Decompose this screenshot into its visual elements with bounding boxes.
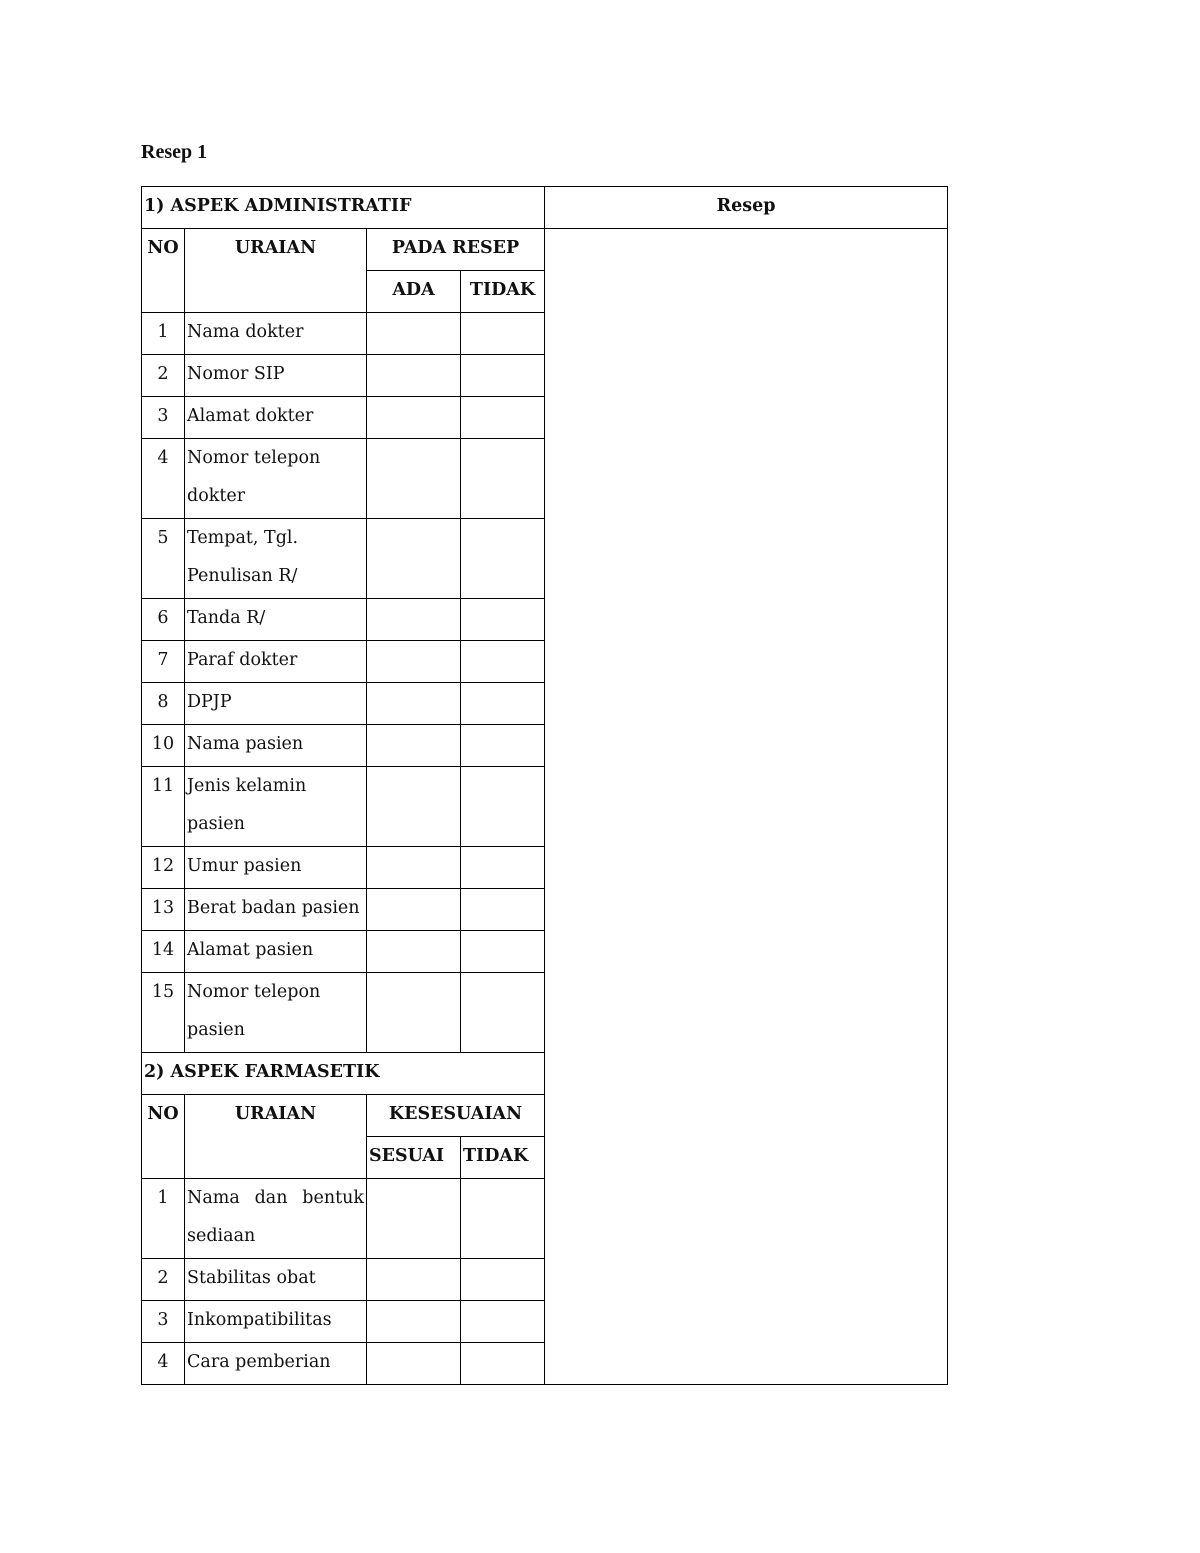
row-number: 4 — [142, 1343, 185, 1385]
uraian-line: Nomor SIP — [187, 364, 285, 384]
row-number: 5 — [142, 519, 185, 599]
uraian-line: pasien — [187, 1020, 245, 1040]
row-number: 10 — [142, 725, 185, 767]
section1-heading: 1) ASPEK ADMINISTRATIF — [142, 187, 545, 229]
col-uraian-header-2: URAIAN — [185, 1095, 367, 1179]
uraian-line: Nama pasien — [187, 734, 304, 754]
uraian-line: DPJP — [187, 692, 232, 712]
row-number: 11 — [142, 767, 185, 847]
check-cell-b[interactable] — [461, 767, 545, 847]
uraian-line: Nama dokter — [187, 322, 304, 342]
row-number: 15 — [142, 973, 185, 1053]
check-cell-a[interactable] — [367, 725, 461, 767]
row-uraian — [185, 1259, 367, 1301]
uraian-line: Berat badan pasien — [187, 898, 360, 918]
checklist-table — [141, 186, 948, 1385]
uraian-line: dokter — [187, 486, 246, 506]
check-cell-b[interactable] — [461, 641, 545, 683]
check-cell-b[interactable] — [461, 889, 545, 931]
uraian-line: Tempat, Tgl. — [187, 528, 299, 548]
check-cell-a[interactable] — [367, 1259, 461, 1301]
check-cell-a[interactable] — [367, 1179, 461, 1259]
col-no-header: NO — [142, 229, 185, 313]
uraian-line: Nama dan bentuk — [187, 1188, 364, 1208]
check-cell-b[interactable] — [461, 931, 545, 973]
row-uraian — [185, 725, 367, 767]
uraian-line: Inkompatibilitas — [187, 1310, 332, 1330]
row-number: 7 — [142, 641, 185, 683]
check-cell-a[interactable] — [367, 519, 461, 599]
row-number: 2 — [142, 1259, 185, 1301]
uraian-line: Alamat pasien — [187, 940, 314, 960]
uraian-line: Alamat dokter — [187, 406, 314, 426]
uraian-line: Umur pasien — [187, 856, 302, 876]
resep-header: Resep — [545, 187, 948, 229]
row-number: 3 — [142, 1301, 185, 1343]
col-uraian-header: URAIAN — [185, 229, 367, 313]
col-tidak-header: TIDAK — [461, 271, 545, 313]
row-number: 13 — [142, 889, 185, 931]
uraian-line: Nomor telepon — [187, 982, 321, 1002]
row-number: 12 — [142, 847, 185, 889]
check-cell-a[interactable] — [367, 973, 461, 1053]
check-cell-b[interactable] — [461, 973, 545, 1053]
section2-heading: 2) ASPEK FARMASETIK — [142, 1053, 545, 1095]
uraian-line: Jenis kelamin — [187, 776, 307, 796]
row-uraian — [185, 641, 367, 683]
row-uraian — [185, 519, 367, 599]
check-cell-a[interactable] — [367, 641, 461, 683]
uraian-line: Tanda R/ — [187, 608, 266, 628]
check-cell-b[interactable] — [461, 1179, 545, 1259]
row-number: 1 — [142, 313, 185, 355]
check-cell-b[interactable] — [461, 847, 545, 889]
check-cell-a[interactable] — [367, 355, 461, 397]
row-uraian — [185, 767, 367, 847]
row-number: 6 — [142, 599, 185, 641]
check-cell-a[interactable] — [367, 1301, 461, 1343]
uraian-line: Stabilitas obat — [187, 1268, 316, 1288]
row-uraian — [185, 1179, 367, 1259]
row-uraian — [185, 683, 367, 725]
check-cell-b[interactable] — [461, 1259, 545, 1301]
check-cell-a[interactable] — [367, 931, 461, 973]
row-uraian — [185, 313, 367, 355]
check-cell-b[interactable] — [461, 439, 545, 519]
row-uraian — [185, 439, 367, 519]
uraian-line: Cara pemberian — [187, 1352, 331, 1372]
check-cell-a[interactable] — [367, 397, 461, 439]
uraian-line: Paraf dokter — [187, 650, 298, 670]
row-uraian — [185, 847, 367, 889]
check-cell-a[interactable] — [367, 889, 461, 931]
uraian-line: Nomor telepon — [187, 448, 321, 468]
pada-resep-header: PADA RESEP — [367, 229, 545, 271]
row-number: 4 — [142, 439, 185, 519]
row-uraian — [185, 973, 367, 1053]
check-cell-a[interactable] — [367, 683, 461, 725]
check-cell-a[interactable] — [367, 313, 461, 355]
uraian-line: pasien — [187, 814, 245, 834]
row-uraian — [185, 889, 367, 931]
page-title: Resep 1 — [141, 141, 208, 163]
check-cell-b[interactable] — [461, 1343, 545, 1385]
check-cell-b[interactable] — [461, 397, 545, 439]
kesesuaian-header: KESESUAIAN — [367, 1095, 545, 1137]
uraian-line: Penulisan R/ — [187, 566, 298, 586]
resep-area[interactable] — [545, 229, 948, 1385]
row-uraian — [185, 355, 367, 397]
check-cell-b[interactable] — [461, 313, 545, 355]
row-uraian — [185, 1343, 367, 1385]
row-uraian — [185, 1301, 367, 1343]
check-cell-a[interactable] — [367, 767, 461, 847]
check-cell-b[interactable] — [461, 683, 545, 725]
row-uraian — [185, 599, 367, 641]
col-ada-header: ADA — [367, 271, 461, 313]
row-uraian — [185, 931, 367, 973]
check-cell-a[interactable] — [367, 1343, 461, 1385]
check-cell-b[interactable] — [461, 599, 545, 641]
row-number: 1 — [142, 1179, 185, 1259]
row-number: 2 — [142, 355, 185, 397]
col-tidak-header-2: TIDAK — [461, 1137, 545, 1179]
col-sesuai-header: SESUAI — [367, 1137, 461, 1179]
row-number: 8 — [142, 683, 185, 725]
check-cell-b[interactable] — [461, 1301, 545, 1343]
check-cell-a[interactable] — [367, 439, 461, 519]
check-cell-b[interactable] — [461, 355, 545, 397]
row-number: 3 — [142, 397, 185, 439]
check-cell-a[interactable] — [367, 599, 461, 641]
check-cell-b[interactable] — [461, 725, 545, 767]
col-no-header-2: NO — [142, 1095, 185, 1179]
check-cell-b[interactable] — [461, 519, 545, 599]
uraian-line: sediaan — [187, 1226, 256, 1246]
check-cell-a[interactable] — [367, 847, 461, 889]
row-number: 14 — [142, 931, 185, 973]
row-uraian — [185, 397, 367, 439]
